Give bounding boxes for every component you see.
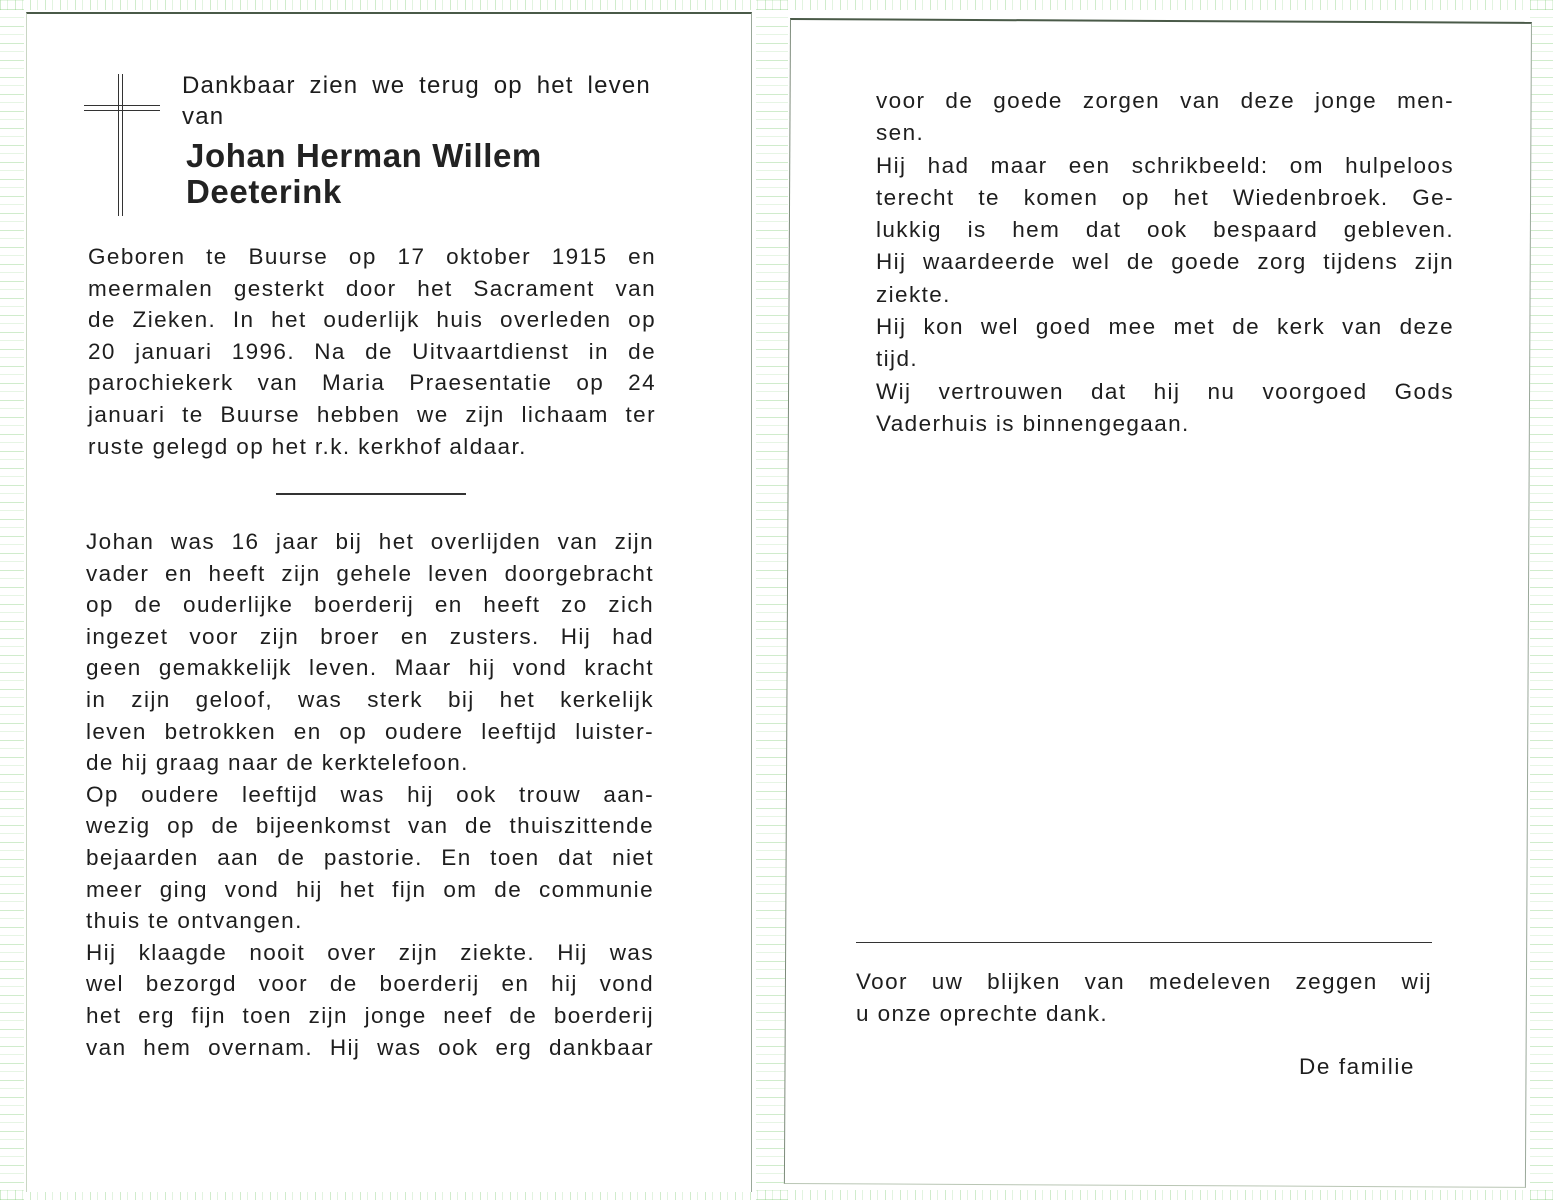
text-line: Voor uw blijken van medeleven zeggen wij: [856, 969, 1432, 994]
cross-icon: [84, 74, 160, 216]
deceased-name-line-2: Deeterink: [186, 173, 342, 210]
deceased-name-line-1: Johan Herman Willem: [186, 137, 542, 174]
text-line: meermalen gesterkt door het Sacrament van: [88, 275, 656, 301]
scan-edge-middle: [756, 0, 788, 1200]
text-line: bejaarden aan de pastorie. En toen dat niet: [86, 844, 654, 870]
text-line: de hij graag naar de kerktelefoon.: [86, 750, 469, 776]
intro-line-2: van: [182, 103, 225, 130]
family-signature: De familie: [1299, 1054, 1416, 1079]
text-line: Hij waardeerde wel de goede zorg tijdens zijn: [876, 249, 1454, 275]
text-line: Vaderhuis is binnengegaan.: [876, 410, 1190, 436]
text-line: wel bezorgd voor de boerderij en hij vond: [86, 971, 654, 997]
intro-text: [182, 70, 662, 132]
text-line: Wij vertrouwen dat hij nu voorgoed Gods: [876, 378, 1454, 404]
text-line: Hij had maar een schrikbeeld: om hulpeloos: [876, 152, 1454, 178]
text-line: het erg fijn toen zijn jonge neef de boerderij: [86, 1002, 654, 1028]
text-line: op de ouderlijke boerderij en heeft zo zich: [86, 592, 654, 618]
text-line: vader en heeft zijn gehele leven doorgebracht: [86, 560, 654, 586]
text-line: meer ging vond hij het fijn om de communie: [86, 876, 654, 902]
text-line: Hij klaagde nooit over zijn ziekte. Hij was: [86, 939, 654, 965]
text-line: geen gemakkelijk leven. Maar hij vond kracht: [86, 655, 654, 681]
text-line: leven betrokken en op oudere leeftijd luister-: [86, 718, 654, 744]
text-line: ingezet voor zijn broer en zusters. Hij had: [86, 623, 654, 649]
thanks-paragraph: [856, 966, 1432, 1029]
text-line: voor de goede zorgen van deze jonge men-: [876, 88, 1454, 113]
intro-line-1: Dankbaar zien we terug op het leven: [182, 72, 651, 99]
text-line: ruste gelegd op het r.k. kerkhof aldaar.: [88, 433, 527, 459]
text-line: parochiekerk van Maria Praesentatie op 24: [88, 370, 656, 396]
text-line: Geboren te Buurse op 17 oktober 1915 en: [88, 244, 656, 269]
continuation-paragraph: [876, 85, 1454, 440]
text-line: Johan was 16 jaar bij het overlijden van zijn: [86, 529, 654, 554]
text-line: lukkig is hem dat ook bespaard gebleven.: [876, 217, 1454, 243]
text-line: van hem overnam. Hij was ook erg dankbaar: [86, 1034, 654, 1060]
text-line: Hij kon wel goed mee met de kerk van deze: [876, 314, 1454, 340]
text-line: u onze oprechte dank.: [856, 1000, 1109, 1026]
scan-edge-right: [1530, 0, 1553, 1200]
birth-death-paragraph: [88, 241, 656, 462]
text-line: 20 januari 1996. Na de Uitvaartdienst in de: [88, 338, 656, 364]
text-line: wezig op de bijeenkomst van de thuiszittende: [86, 813, 654, 839]
text-line: de Zieken. In het ouderlijk huis overleden op: [88, 307, 656, 333]
text-line: sen.: [876, 120, 925, 146]
life-story-paragraph: [86, 526, 654, 1063]
text-line: januari te Buurse hebben we zijn lichaam ter: [88, 401, 656, 427]
text-line: tijd.: [876, 346, 919, 372]
text-line: in zijn geloof, was sterk bij het kerkelijk: [86, 686, 654, 712]
scan-edge-left: [0, 0, 24, 1200]
deceased-name: [186, 138, 542, 210]
thanks-divider: [856, 942, 1432, 943]
text-line: thuis te ontvangen.: [86, 908, 303, 934]
text-line: ziekte.: [876, 281, 951, 307]
text-line: Op oudere leeftijd was hij ook trouw aan-: [86, 781, 654, 807]
section-divider: [276, 493, 466, 495]
text-line: terecht te komen op het Wiedenbroek. Ge-: [876, 184, 1454, 210]
